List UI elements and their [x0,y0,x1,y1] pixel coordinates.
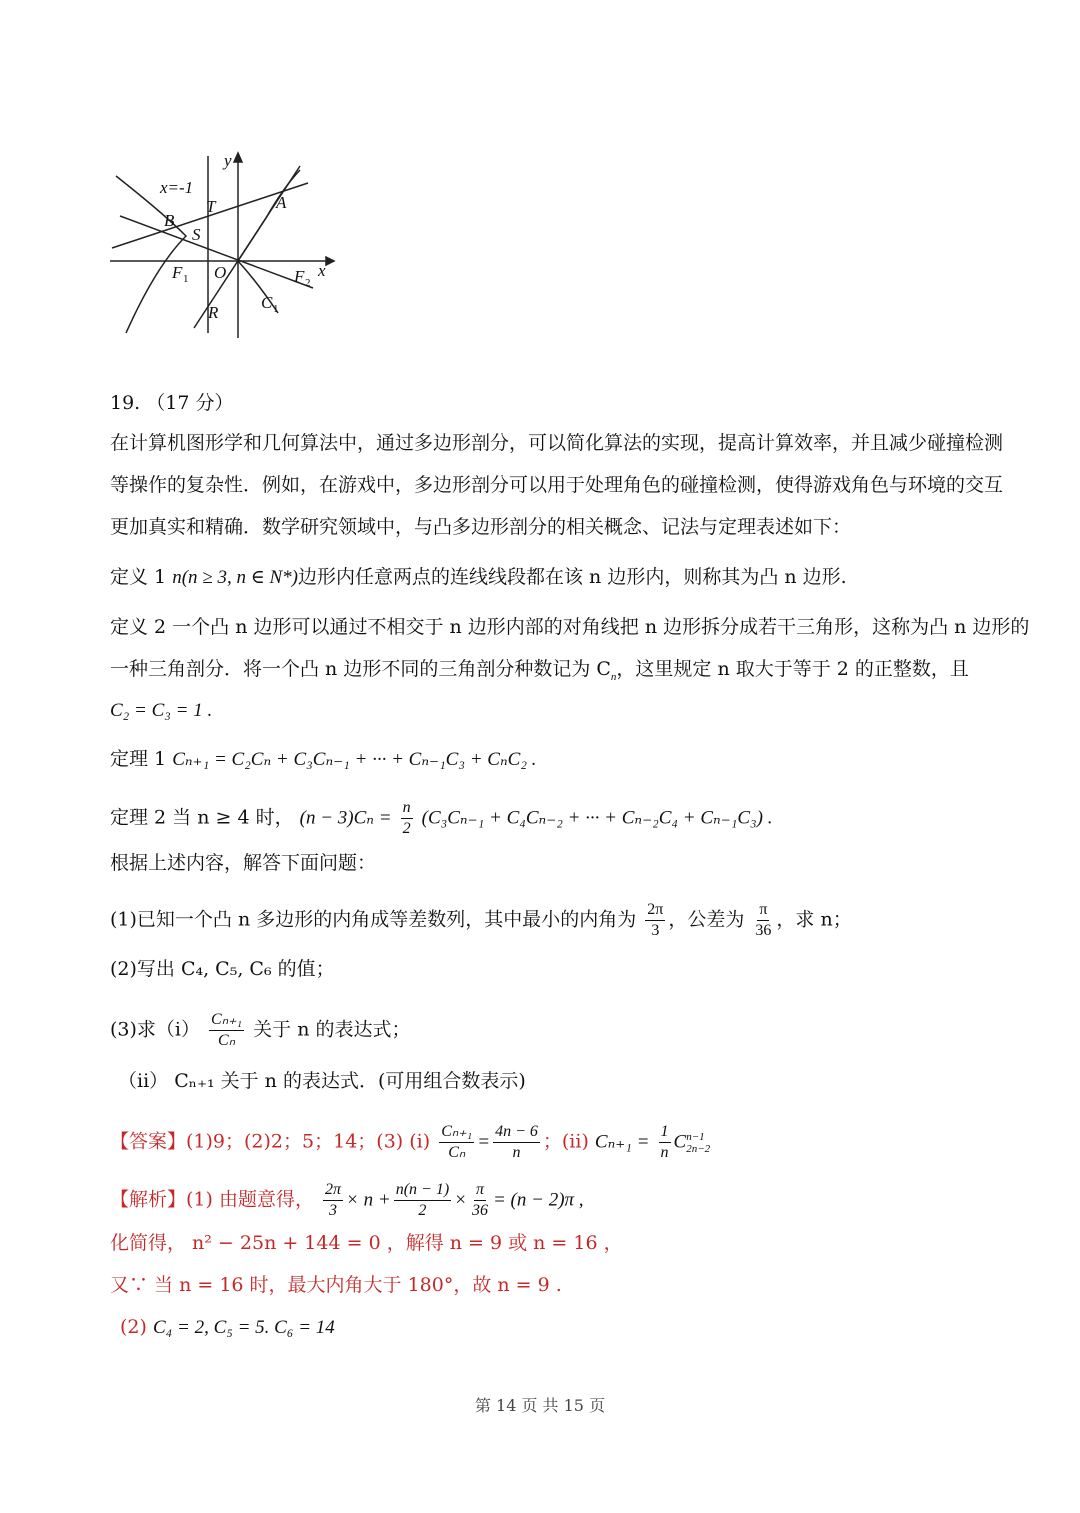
def2-b-tail: ，这里规定 n 取大于等于 2 的正整数，且 [616,658,969,680]
thm2-left: (n − 3)Cₙ = [299,807,392,829]
analysis-l1-mid: × n + [346,1189,391,1211]
q3-text-a: (3)求（i） [110,1018,200,1041]
answer-text-b: ；(ii) [542,1130,589,1153]
label-B: B [164,211,175,230]
analysis-l4-label: (2) [120,1316,147,1338]
def1-condition: n(n ≥ 3, n ∈ N*) [172,567,299,588]
label-F2: F [294,267,305,286]
q3-fraction: $\frac{\text{Cₙ₊₁}}{\text{Cₙ}}$ [211,1011,243,1049]
question-3-i [110,1010,410,1051]
thm2-fraction: $\frac{n}{2}$ [402,799,411,837]
answer-text-a: (1)9；(2)2；5；14；(3) (i) [186,1130,431,1153]
analysis-line-4 [120,1314,335,1341]
def1-label: 定义 1 [110,566,167,588]
intro-line-2: 等操作的复杂性．例如，在游戏中，多边形剖分可以用于处理角色的碰撞检测，使得游戏角色与环境的交互 [110,474,1004,496]
answer-ii-c: C [673,1131,687,1153]
q1-text-b: ，公差为 [668,908,745,931]
def1-text: 边形内任意两点的连线线段都在该 n 边形内，则称其为凸 n 边形. [298,566,847,588]
question-1 [110,900,852,941]
label-y: y [224,151,232,170]
def2-b-text: 一种三角剖分．将一个凸 n 边形不同的三角剖分种数记为 C [110,658,611,680]
answer-fraction-3: $\frac{1}{n}$ [660,1123,669,1161]
answer-label: 【答案】 [110,1130,187,1153]
label-F1-sub: 1 [183,273,189,285]
label-R: R [208,303,219,322]
problem-header: 19. （17 分） [110,392,234,414]
q1-text-c: ，求 n； [776,908,852,931]
analysis-l1-a: (1) 由题意得， [186,1188,314,1211]
q1-text-a: (1)已知一个凸 n 多边形的内角成等差数列，其中最小的内角为 [110,908,637,931]
y-arrow [234,153,242,162]
label-T: T [206,197,216,216]
definition-2-line-3: C₂ = C₃ = 1 . [110,700,213,721]
label-O: O [214,263,227,282]
prompt: 根据上述内容，解答下面问题： [110,852,377,874]
answer-ii-sup: n−1 [686,1130,705,1143]
label-A: A [276,193,287,212]
answer-ii-sub: 2n−2 [686,1142,711,1155]
question-2: (2)写出 C₄, C₅, C₆ 的值； [110,958,335,980]
label-C1-sub: 1 [273,303,279,315]
answer-fraction-1: $\frac{\text{Cₙ₊₁}}{\text{Cₙ}}$ [441,1123,473,1161]
analysis-fraction-3: $\frac{\pi}{36}$ [471,1181,488,1219]
hyperbola-figure [108,148,338,343]
analysis-l1-end: = (n − 2)π , [492,1189,584,1211]
intro-line-3: 更加真实和精确．数学研究领域中，与凸多边形剖分的相关概念、记法与定理表述如下： [110,516,852,538]
q3-text-b: 关于 n 的表达式； [253,1018,411,1041]
definition-2-line-2 [110,656,969,690]
analysis-line-1 [110,1180,584,1221]
label-F1: F [172,263,183,282]
thm1-label: 定理 1 [110,748,167,770]
answer-line [110,1122,710,1163]
def2-b-sub: n [610,670,617,683]
analysis-fraction-1: $\frac{2\pi}{3}$ [325,1181,342,1219]
answer-fraction-2: $\frac{4n - 6}{n}$ [495,1123,538,1161]
page-footer: 第 14 页 共 15 页 [474,1396,606,1415]
definition-1 [110,564,847,591]
answer-eq: = [477,1131,491,1153]
theorem-2 [110,798,772,839]
definition-2-line-1: 定义 2 一个凸 n 边形可以通过不相交于 n 边形内部的对角线把 n 边形拆分成若干三角形，这称为凸 n 边形的 [110,616,1030,638]
theorem-1 [110,746,536,773]
thm1-formula: Cₙ₊₁ = C₂Cₙ + C₃Cₙ₋₁ + ··· + Cₙ₋₁C₃ + CₙC₂ . [172,749,537,770]
label-x: x [318,261,326,280]
intro-line-1: 在计算机图形学和几何算法中，通过多边形剖分，可以简化算法的实现，提高计算效率，并且减少碰撞检测 [110,432,1004,454]
analysis-fraction-2: $\frac{n(n - 1)}{2}$ [395,1181,450,1219]
label-x-eq-minus-1: x=-1 [160,178,194,197]
question-3-ii: （ii） Cₙ₊₁ 关于 n 的表达式．(可用组合数表示) [118,1070,526,1092]
analysis-line-3: 又∵ 当 n = 16 时，最大内角大于 180°，故 n = 9 . [110,1274,562,1296]
q1-fraction-2: $\frac{\pi}{36}$ [755,901,772,939]
analysis-label: 【解析】 [110,1188,187,1211]
label-C1: C [261,293,273,312]
thm2-label: 定理 2 当 n ≥ 4 时， [110,806,294,829]
analysis-l1-times: × [454,1189,467,1211]
analysis-line-2: 化简得， n² − 25n + 144 = 0 ，解得 n = 9 或 n = 16 ， [110,1232,623,1254]
q1-fraction-1: $\frac{2\pi}{3}$ [647,901,664,939]
hyperbola-left-branch [116,176,186,333]
label-S: S [192,225,201,244]
analysis-l4-text: C₄ = 2, C₅ = 5. C₆ = 14 [152,1317,335,1338]
answer-ii-left: Cₙ₊₁ = [594,1131,650,1153]
thm2-right: (C₃Cₙ₋₁ + C₄Cₙ₋₂ + ··· + Cₙ₋₂C₄ + Cₙ₋₁C₃) . [421,807,773,829]
label-F2-sub: 2 [305,277,311,289]
x-arrow [326,257,334,265]
